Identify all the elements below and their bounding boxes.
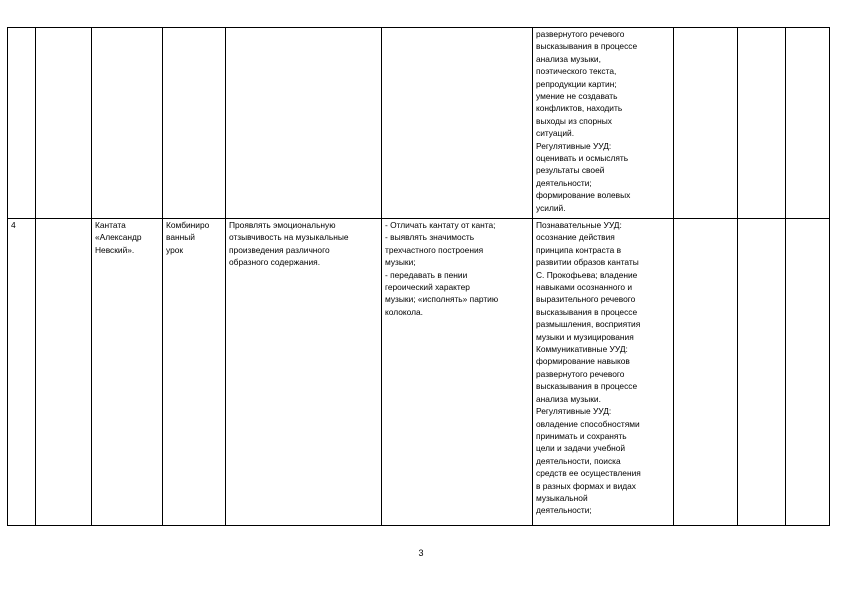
cell-subject-results [382, 219, 533, 526]
cell-subject-results [382, 28, 533, 219]
cell-number [8, 28, 36, 219]
lesson-number: 4 [11, 220, 16, 230]
lesson-topic: Кантата «Александр Невский». [95, 220, 142, 255]
cell-empty [36, 219, 92, 526]
lesson-plan-table [7, 27, 830, 526]
lesson-type: Комбиниро ванный урок [166, 220, 210, 255]
uud-text: Познавательные УУД: осознание действия принципа контраста в развитии образов кантаты С. Прокофьева; владение навыками осознанного и выразительного речевого высказывания в процессе размышления, восприятия музыки и музицирования Коммуникативные УУД: формирование навыков развернутого речевого высказывания в процессе анализа музыки. Регулятивные УУД: овладение способностями принимать и сохранять цели и задачи учебной деятельности, поиска средств ее осуществления в разных формах и видах музыкальной деятельности; [536, 220, 641, 516]
cell-personal-results [226, 28, 382, 219]
cell-uud [533, 28, 674, 219]
cell-topic [92, 28, 163, 219]
uud-text: развернутого речевого высказывания в процессе анализа музыки, поэтического текста, репродукции картин; умение не создавать конфликтов, находить выходы из спорных ситуаций. Регулятивные УУД: оценивать и осмыслять результаты своей деятельности; формирование волевых усилий. [536, 29, 638, 213]
table-row-lesson-4 [8, 219, 830, 526]
cell-number [8, 219, 36, 526]
personal-results-text: Проявлять эмоциональную отзывчивость на музыкальные произведения различного образного содержания. [229, 220, 349, 268]
cell-topic [92, 219, 163, 526]
cell-extra-3 [786, 28, 830, 219]
cell-extra-1 [674, 219, 738, 526]
cell-personal-results [226, 219, 382, 526]
page-number: 3 [418, 548, 424, 558]
cell-extra-2 [738, 219, 786, 526]
cell-extra-3 [786, 219, 830, 526]
cell-uud [533, 219, 674, 526]
cell-extra-2 [738, 28, 786, 219]
cell-lesson-type [163, 28, 226, 219]
subject-results-text: - Отличать кантату от канта; - выявлять значимость трехчастного построения музыки; - передавать в пении героический характер музыки; «исполнять» партию колокола. [385, 220, 499, 317]
cell-empty [36, 28, 92, 219]
cell-lesson-type [163, 219, 226, 526]
table-row-continuation [8, 28, 830, 219]
cell-extra-1 [674, 28, 738, 219]
